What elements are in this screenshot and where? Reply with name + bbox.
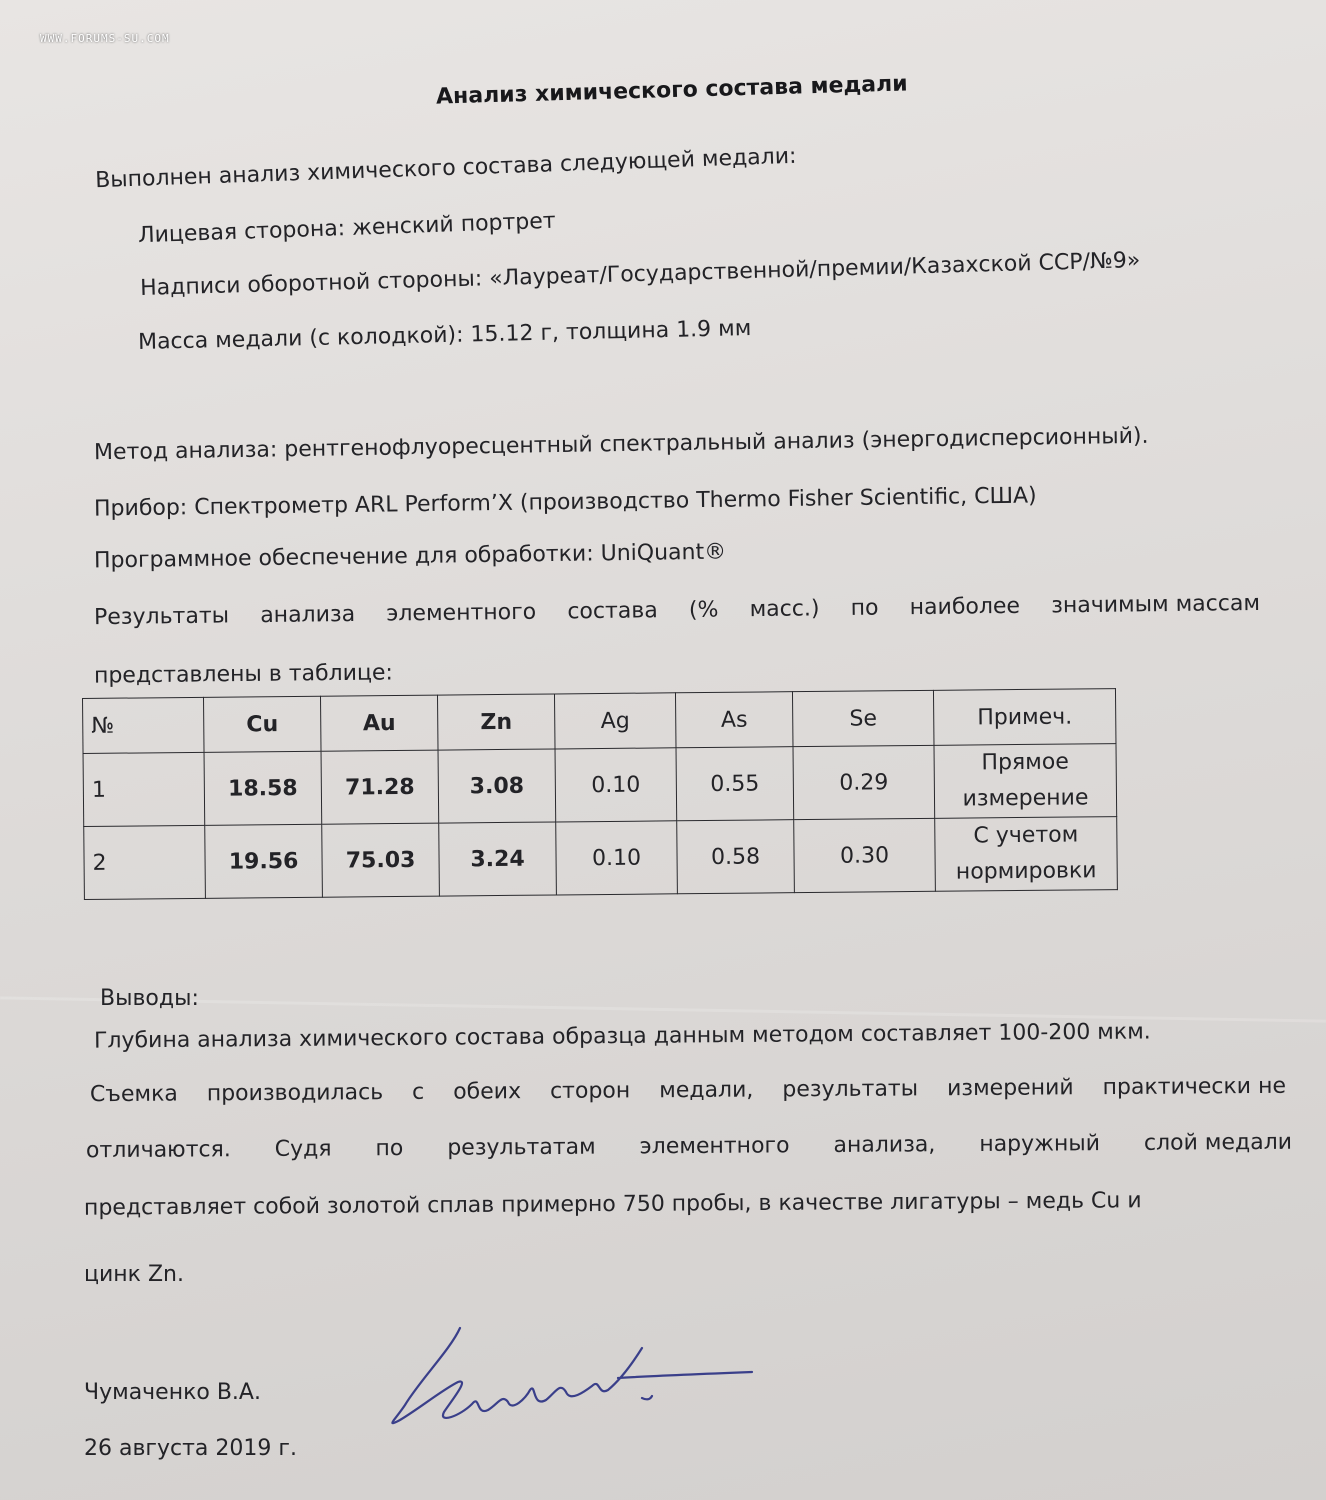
conclusions-line3: представляет собой золотой сплав примерно 750 пробы, в качестве лигатуры – медь Cu и — [83, 1188, 1142, 1221]
cell-ag: 0.10 — [556, 821, 678, 895]
cell-as: 0.55 — [676, 747, 794, 821]
conclusions-line2: отличаются. Судя по результатам элементного анализа, наружный слой медали — [85, 1129, 1293, 1164]
reverse-text: Надписи оборотной стороны: «Лауреат/Государственной/премии/Казахской ССР/№9» — [139, 248, 1141, 301]
table-row — [84, 817, 1118, 900]
obverse-text: Лицевая сторона: женский портрет — [137, 208, 557, 249]
software-text: Программное обеспечение для обработки: UniQuant® — [93, 539, 727, 574]
header-number: № — [83, 697, 205, 753]
cell-cu: 18.58 — [204, 751, 322, 825]
header-se: Se — [792, 690, 934, 746]
instrument-text: Прибор: Спектрометр ARL Perform’X (производство Thermo Fisher Scientific, США) — [93, 483, 1037, 522]
mass-text: Масса медали (с колодкой): 15.12 г, толщина 1.9 мм — [137, 316, 752, 355]
header-zn: Zn — [437, 694, 555, 750]
cell-zn: 3.24 — [439, 822, 557, 896]
cell-se: 0.30 — [794, 818, 936, 892]
cell-note: Прямое измерение — [934, 744, 1117, 819]
table-row — [83, 744, 1117, 827]
conclusions-heading: Выводы: — [100, 986, 199, 1011]
cell-cu: 19.56 — [205, 824, 323, 898]
cell-note: С учетом нормировки — [935, 817, 1118, 892]
signatory-name: Чумаченко В.А. — [84, 1380, 261, 1405]
results-intro-line1: Результаты анализа элементного состава (% масс.) по наиболее значимым массам — [93, 590, 1261, 631]
cell-number: 2 — [84, 825, 206, 899]
header-cu: Cu — [203, 696, 321, 752]
cell-au: 71.28 — [321, 750, 439, 824]
cell-au: 75.03 — [322, 823, 440, 897]
cell-ag: 0.10 — [555, 748, 677, 822]
conclusions-line4: цинк Zn. — [84, 1262, 184, 1287]
document-title: Анализ химического состава медали — [435, 71, 908, 110]
header-note: Примеч. — [933, 689, 1116, 746]
header-as: As — [675, 692, 793, 748]
cell-number: 1 — [83, 752, 205, 826]
results-table — [82, 688, 1118, 900]
intro-text: Выполнен анализ химического состава следующей медали: — [94, 143, 797, 194]
handwritten-signature — [380, 1320, 770, 1440]
watermark: WWW.FORUMS-SU.COM — [40, 32, 170, 45]
results-intro-line2: представлены в таблице: — [93, 660, 394, 689]
cell-as: 0.58 — [677, 820, 795, 894]
cell-zn: 3.08 — [438, 749, 556, 823]
method-text: Метод анализа: рентгенофлуоресцентный спектральный анализ (энергодисперсионный). — [93, 423, 1149, 466]
document-date: 26 августа 2019 г. — [84, 1436, 297, 1461]
cell-se: 0.29 — [793, 745, 935, 819]
header-ag: Ag — [554, 693, 676, 749]
table-header-row — [83, 689, 1116, 754]
header-au: Au — [320, 695, 438, 751]
conclusions-line1: Съемка производилась с обеих сторон медали, результаты измерений практически не — [89, 1073, 1287, 1108]
conclusions-depth: Глубина анализа химического состава образца данным методом составляет 100-200 мкм. — [93, 1019, 1151, 1054]
